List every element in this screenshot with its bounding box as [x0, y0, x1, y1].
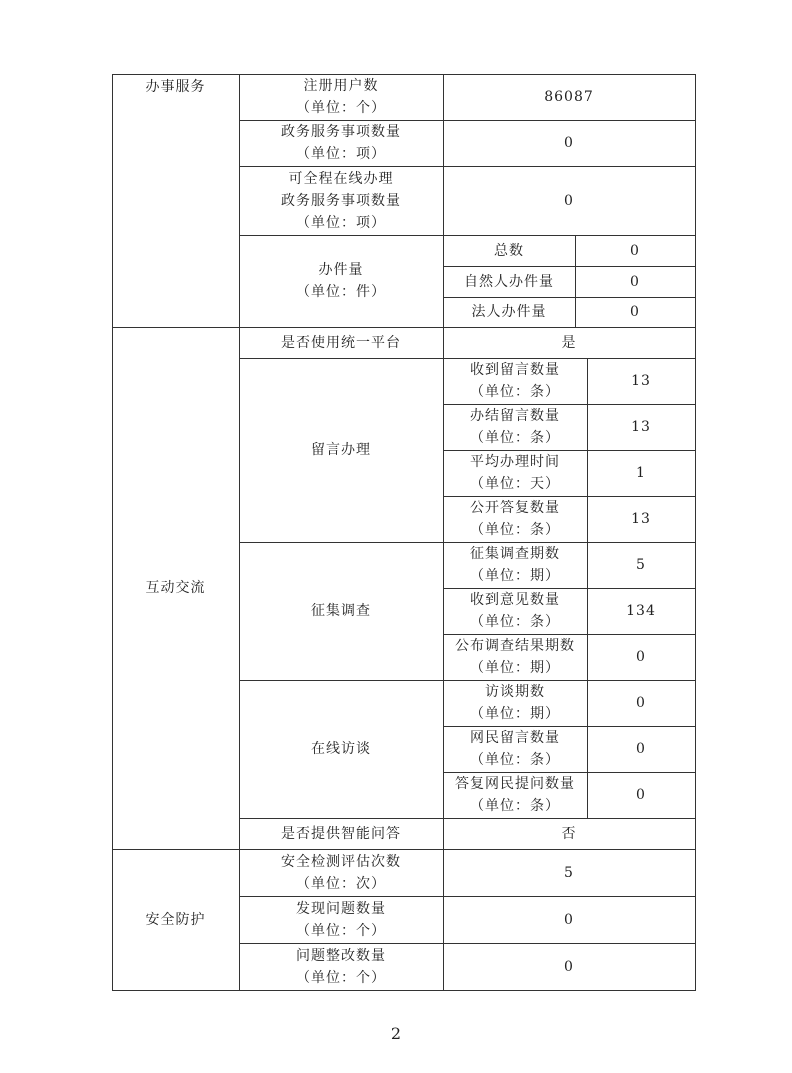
interviews-row-label-line: 答复网民提问数量	[455, 776, 575, 792]
table-rule	[239, 896, 696, 897]
service-items-value	[443, 120, 695, 166]
interviews-row-value-text: 0	[636, 787, 646, 803]
security-row-label-line: 发现问题数量	[296, 900, 386, 917]
messages-row-label	[443, 358, 587, 404]
cases-row-label	[443, 297, 575, 327]
surveys-row-value	[587, 634, 695, 680]
surveys-row-label-line: 征集调查期数	[470, 546, 560, 562]
smart-qa-value-text: 否	[561, 825, 577, 842]
security-row-label	[239, 849, 443, 896]
security-row-label-line: （单位：个）	[296, 922, 386, 939]
messages-label-text: 留言办理	[311, 442, 371, 458]
security-row-label	[239, 943, 443, 990]
security-row-label-line: 安全检测评估次数	[281, 853, 401, 870]
online-items-label-line: 可全程在线办理	[288, 170, 394, 187]
online-items-label	[239, 166, 443, 235]
service-items-label-line: 政务服务事项数量	[281, 124, 401, 140]
service-items-label-line: （单位：项）	[296, 146, 386, 162]
messages-row-value-text: 13	[631, 419, 651, 435]
security-row-label-line: （单位：个）	[296, 969, 386, 986]
registered-users-label-line: 注册用户数	[303, 78, 379, 94]
messages-row-label-line: 收到留言数量	[470, 362, 560, 378]
messages-row-value	[587, 496, 695, 542]
online-items-value-text: 0	[564, 192, 574, 209]
table-rule	[112, 849, 696, 850]
messages-row-label	[443, 450, 587, 496]
table-rule	[443, 404, 696, 405]
table-rule	[239, 358, 696, 359]
surveys-label	[239, 542, 443, 680]
table-rule	[443, 772, 696, 773]
service-items-value-text: 0	[564, 135, 574, 151]
surveys-row-value-text: 0	[636, 649, 646, 665]
table-rule	[443, 450, 696, 451]
surveys-row-label-line: （单位：条）	[470, 614, 560, 630]
table-rule	[443, 74, 444, 991]
section-service-text: 办事服务	[145, 79, 206, 95]
surveys-row-label	[443, 588, 587, 634]
section-security	[112, 849, 239, 990]
section-service	[112, 74, 239, 100]
table-rule	[239, 74, 240, 991]
surveys-row-value-text: 5	[636, 557, 646, 573]
security-row-value	[443, 849, 695, 896]
table-rule	[239, 120, 696, 121]
cases-label-line: 办件量	[318, 262, 364, 278]
table-rule	[112, 327, 696, 328]
interviews-row-value-text: 0	[636, 695, 646, 711]
cases-row-label-text: 法人办件量	[471, 304, 547, 320]
registered-users-label	[239, 74, 443, 120]
cases-row-value-text: 0	[630, 242, 640, 259]
surveys-row-label	[443, 542, 587, 588]
table-rule	[587, 358, 588, 819]
interviews-label	[239, 680, 443, 818]
surveys-label-text: 征集调查	[311, 603, 371, 619]
interviews-row-value	[587, 680, 695, 726]
table-rule	[112, 74, 696, 75]
section-interaction-text: 互动交流	[145, 580, 206, 596]
table-rule	[239, 166, 696, 167]
table-rule	[443, 588, 696, 589]
section-interaction	[112, 327, 239, 849]
surveys-row-label-line: 收到意见数量	[470, 592, 560, 608]
interviews-row-value-text: 0	[636, 741, 646, 757]
table-rule	[443, 634, 696, 635]
unified-platform-value	[443, 327, 695, 358]
interviews-row-label-line: （单位：期）	[470, 706, 560, 722]
registered-users-value-text: 86087	[544, 89, 594, 105]
cases-row-label	[443, 266, 575, 297]
table-rule	[575, 235, 576, 328]
online-items-label-line: 政务服务事项数量	[281, 192, 401, 209]
online-items-value	[443, 166, 695, 235]
surveys-row-value	[587, 542, 695, 588]
security-row-value-text: 0	[564, 958, 574, 975]
messages-row-label	[443, 404, 587, 450]
messages-row-value-text: 1	[636, 465, 646, 481]
cases-row-value	[575, 266, 695, 297]
security-row-label-line: （单位：次）	[296, 875, 386, 892]
cases-label-line: （单位：件）	[296, 284, 386, 300]
interviews-row-label	[443, 680, 587, 726]
messages-row-value-text: 13	[631, 511, 651, 527]
surveys-row-label-line: （单位：期）	[470, 660, 560, 676]
interviews-row-label-line: 网民留言数量	[470, 730, 560, 746]
surveys-row-value-text: 134	[626, 603, 656, 619]
table-rule	[239, 235, 696, 236]
unified-platform-label-text: 是否使用统一平台	[281, 334, 401, 351]
cases-row-label	[443, 235, 575, 266]
messages-row-label-line: （单位：天）	[470, 476, 560, 492]
table-rule	[112, 74, 113, 991]
registered-users-value	[443, 74, 695, 120]
table-rule	[239, 680, 696, 681]
table-rule	[443, 297, 696, 298]
table-rule	[443, 496, 696, 497]
section-security-text: 安全防护	[145, 911, 206, 928]
messages-row-label-line: 平均办理时间	[470, 454, 560, 470]
interviews-row-label-line: （单位：条）	[470, 752, 560, 768]
messages-row-label-line: （单位：条）	[470, 384, 560, 400]
table-rule	[443, 726, 696, 727]
security-row-label	[239, 896, 443, 943]
security-row-value	[443, 896, 695, 943]
cases-row-value-text: 0	[630, 304, 640, 320]
interviews-row-label-line: （单位：条）	[470, 798, 560, 814]
registered-users-label-line: （单位：个）	[296, 100, 386, 116]
messages-label	[239, 358, 443, 542]
messages-row-label-line: （单位：条）	[470, 430, 560, 446]
smart-qa-label	[239, 818, 443, 849]
messages-row-value	[587, 404, 695, 450]
cases-row-value	[575, 235, 695, 266]
service-items-label	[239, 120, 443, 166]
table-rule	[443, 266, 696, 267]
messages-row-label	[443, 496, 587, 542]
surveys-row-label-line: 公布调查结果期数	[455, 638, 575, 654]
interviews-row-label	[443, 726, 587, 772]
messages-row-label-line: 公开答复数量	[470, 500, 560, 516]
cases-row-label-text: 自然人办件量	[464, 273, 554, 290]
smart-qa-label-text: 是否提供智能问答	[281, 825, 401, 842]
interviews-row-value	[587, 772, 695, 818]
cases-row-value-text: 0	[630, 273, 640, 290]
security-row-value	[443, 943, 695, 990]
surveys-row-label	[443, 634, 587, 680]
security-row-label-line: 问题整改数量	[296, 947, 386, 964]
surveys-row-value	[587, 588, 695, 634]
messages-row-value	[587, 450, 695, 496]
messages-row-value	[587, 358, 695, 404]
messages-row-value-text: 13	[631, 373, 651, 389]
interviews-row-label	[443, 772, 587, 818]
cases-row-value	[575, 297, 695, 327]
security-row-value-text: 5	[564, 864, 574, 881]
unified-platform-label	[239, 327, 443, 358]
smart-qa-value	[443, 818, 695, 849]
page-number: 2	[390, 1024, 402, 1043]
interviews-row-value	[587, 726, 695, 772]
table-rule	[239, 943, 696, 944]
cases-label	[239, 235, 443, 327]
surveys-row-label-line: （单位：期）	[470, 568, 560, 584]
cases-row-label-text: 总数	[494, 242, 524, 259]
table-rule	[112, 990, 696, 991]
interviews-row-label-line: 访谈期数	[485, 684, 545, 700]
table-rule	[239, 818, 696, 819]
security-row-value-text: 0	[564, 911, 574, 928]
messages-row-label-line: 办结留言数量	[470, 408, 560, 424]
table-rule	[239, 542, 696, 543]
online-items-label-line: （单位：项）	[296, 214, 386, 231]
unified-platform-value-text: 是	[561, 334, 577, 351]
table-rule	[695, 74, 696, 991]
interviews-label-text: 在线访谈	[311, 741, 371, 757]
messages-row-label-line: （单位：条）	[470, 522, 560, 538]
